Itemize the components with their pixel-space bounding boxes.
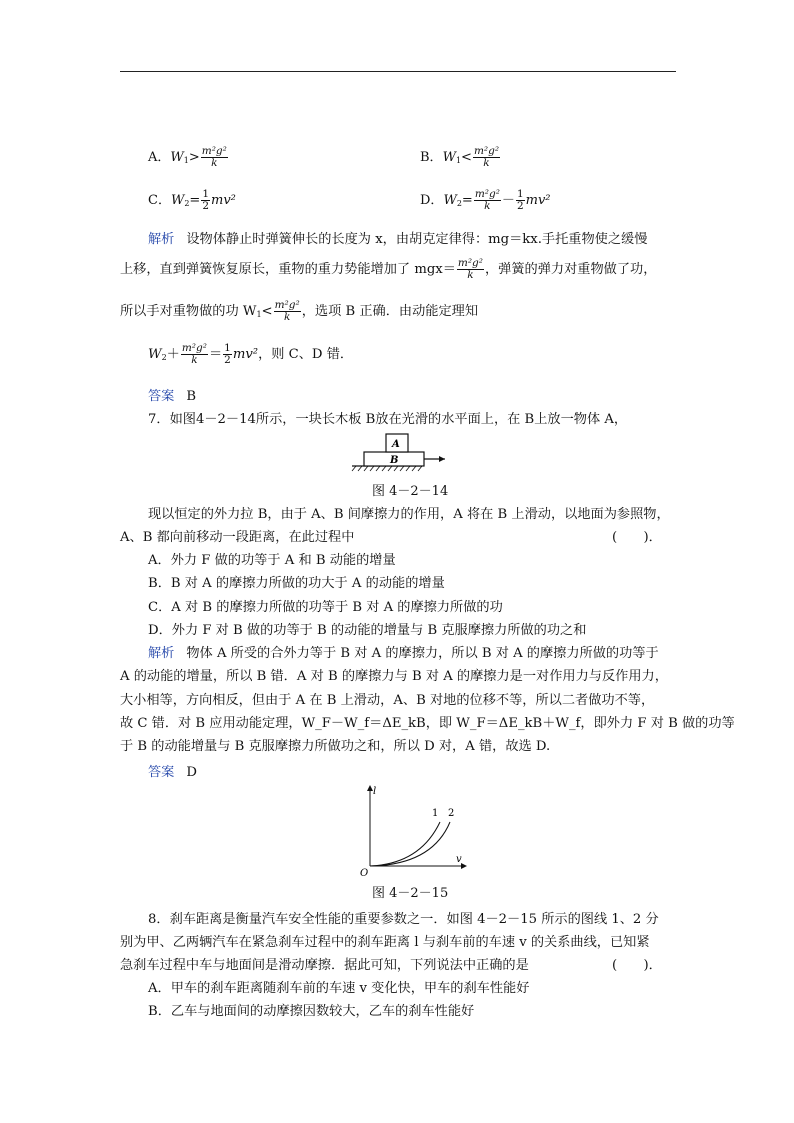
block-a-label: A	[392, 439, 400, 450]
q8-option-b: B．乙车与地面间的动摩擦因数较大，乙车的刹车性能好	[148, 1004, 475, 1019]
q7-analysis-line1: 解析 物体 A 所受的合外力等于 B 对 A 的摩擦力，所以 B 对 A 的摩擦力所做的功等于	[148, 646, 659, 661]
q6-analysis-line1: 解析 设物体静止时弹簧伸长的长度为 x，由胡克定律得：mg＝kx.手托重物使之缓慢	[148, 232, 648, 247]
q8-stem-line2: 别为甲、乙两辆汽车在紧急刹车过程中的刹车距离 l 与刹车前的车速 v 的关系曲线，已知紧	[120, 935, 650, 950]
q8-option-a: A．甲车的刹车距离随刹车前的车速 v 变化快，甲车的刹车性能好	[148, 981, 530, 996]
x-axis-label: v	[456, 854, 462, 865]
q8-stem-line1: 8．刹车距离是衡量汽车安全性能的重要参数之一．如图 4－2－15 所示的图线 1、2 分	[148, 912, 659, 927]
analysis-tag: 解析	[148, 232, 175, 247]
option-b: B．$W_1<$ $\frac{\text{m²g²}}{k}$	[420, 145, 500, 169]
y-axis-label: l	[373, 786, 377, 797]
curve-1-label: 1	[432, 808, 439, 819]
header-rule	[120, 71, 676, 72]
q7-answer: 答案 D	[148, 765, 197, 780]
q7-option-d: D．外力 F 对 B 做的功等于 B 的动能的增量与 B 克服摩擦力所做的功之和	[148, 623, 587, 638]
q8-stem-line3: 急刹车过程中车与地面间是滑动摩擦．据此可知，下列说法中正确的是	[120, 958, 529, 973]
q7-body-line1: 现以恒定的外力拉 B，由于 A、B 间摩擦力的作用，A 将在 B 上滑动，以地面为参照物，	[148, 507, 670, 522]
figure-caption: 图 4－2－14	[372, 484, 449, 499]
origin-label: O	[360, 868, 369, 879]
figure-4-2-14	[350, 430, 450, 476]
q7-stem: 7．如图4－2－14所示，一块长木板 B放在光滑的水平面上，在 B上放一物体 A，	[148, 412, 628, 427]
figure-caption: 图 4－2－15	[372, 886, 449, 901]
block-b-label: B	[390, 455, 399, 466]
q7-analysis-line4: 故 C 错．对 B 应用动能定理，W_F－W_f＝ΔE_kB，即 W_F＝ΔE_kB＋W_f，即外力 F 对 B 做的功等	[120, 716, 735, 731]
figure-4-2-15	[360, 782, 470, 880]
q6-analysis-line2: 上移，直到弹簧恢复原长，重物的重力势能增加了 mgx＝ $\frac{\text{m²g²}}{k}$ ，弹簧的弹力对重物做了功，	[120, 257, 657, 281]
force-arrow	[439, 456, 445, 462]
q7-analysis-line2: A 的动能的增量，所以 B 错．A 对 B 的摩擦力与 B 对 A 的摩擦力是一对作用力与反作用力，	[120, 669, 668, 684]
answer-blank: ( )．	[612, 958, 662, 973]
answer-blank: ( )．	[612, 530, 662, 545]
option-c: C．$W_2=$ $\frac{1}{2}$ mv²	[148, 188, 236, 212]
q7-option-a: A．外力 F 做的功等于 A 和 B 动能的增量	[148, 553, 396, 568]
q6-analysis-line4: $W_2+$ $\frac{\text{m²g²}}{k}$ ＝ $\frac{1}{2}$ mv²，则 C、D 错．	[148, 342, 354, 366]
q7-option-b: B．B 对 A 的摩擦力所做的功大于 A 的动能的增量	[148, 576, 445, 591]
q7-body-line2: A、B 都向前移动一段距离，在此过程中	[120, 530, 355, 545]
curve-2	[370, 822, 450, 866]
curve-2-label: 2	[448, 808, 455, 819]
q6-answer: 答案 B	[148, 389, 197, 404]
q6-analysis-line3: 所以手对重物做的功 $W_1<$ $\frac{\text{m²g²}}{k}$ ，选项 B 正确．由动能定理知	[120, 299, 479, 323]
option-d: D．$W_2=$ $\frac{\text{m²g²}}{k}$ － $\frac{1}{2}$ mv²	[420, 188, 551, 212]
q7-analysis-line3: 大小相等，方向相反，但由于 A 在 B 上滑动，A、B 对地的位移不等，所以二者做功不等，	[120, 693, 655, 708]
q7-option-c: C．A 对 B 的摩擦力所做的功等于 B 对 A 的摩擦力所做的功	[148, 600, 503, 615]
q7-analysis-line5: 于 B 的动能增量与 B 克服摩擦力所做功之和，所以 D 对，A 错，故选 D.	[120, 739, 551, 754]
curve-1	[370, 822, 440, 866]
option-a: A．$W_1>$ $\frac{\text{m²g²}}{k}$	[148, 145, 227, 169]
